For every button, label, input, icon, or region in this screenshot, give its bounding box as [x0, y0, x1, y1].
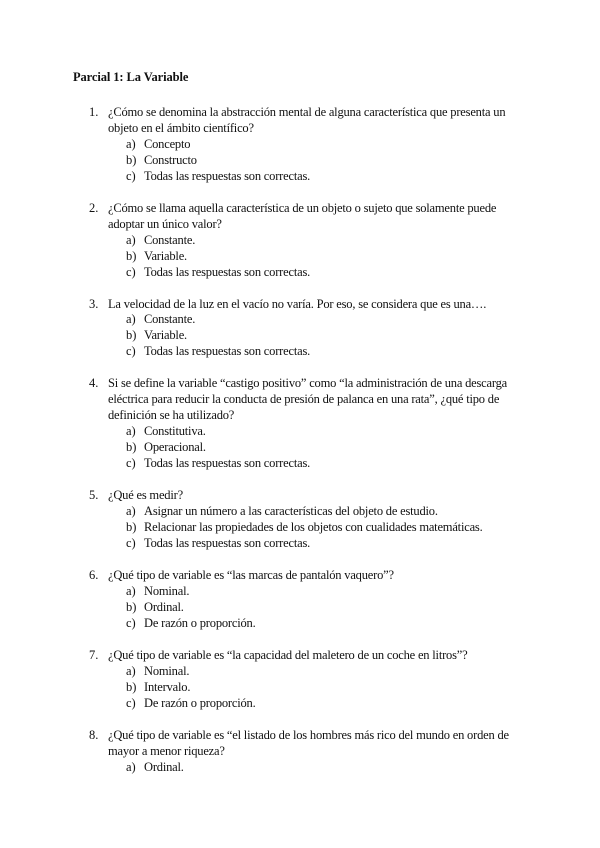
- question-number: 7.: [89, 648, 99, 662]
- option-letter: c): [126, 696, 136, 710]
- option-letter: c): [126, 344, 136, 358]
- option-item: [0, 168, 600, 184]
- option-item: [0, 264, 600, 280]
- option-item: [0, 599, 600, 615]
- option-item: [0, 136, 600, 152]
- option-item: [0, 311, 600, 327]
- option-letter: b): [126, 328, 137, 342]
- option-item: [0, 519, 600, 535]
- option-letter: a): [126, 312, 136, 326]
- question-text: ¿Cómo se llama aquella característica de un objeto o sujeto que solamente puede adoptar un único valor?: [108, 201, 497, 231]
- option-item: [0, 583, 600, 599]
- option-item: [0, 663, 600, 679]
- option-text: De razón o proporción.: [144, 696, 256, 710]
- option-item: [0, 615, 600, 631]
- option-text: Operacional.: [144, 440, 206, 454]
- option-item: [0, 695, 600, 711]
- question-text: Si se define la variable “castigo positivo” como “la administración de una descarga eléctrica para reducir la conducta de presión de palanca en una rata”, ¿qué tipo de definición se ha utilizado?: [108, 376, 507, 422]
- option-letter: a): [126, 760, 136, 774]
- option-letter: c): [126, 456, 136, 470]
- option-text: Variable.: [144, 328, 187, 342]
- option-text: Todas las respuestas son correctas.: [144, 456, 311, 470]
- option-letter: c): [126, 616, 136, 630]
- question-number: 8.: [89, 728, 99, 742]
- question-number: 4.: [89, 376, 99, 390]
- option-list: [0, 583, 600, 631]
- option-text: Todas las respuestas son correctas.: [144, 344, 311, 358]
- question-number: 5.: [89, 488, 99, 502]
- page-title: Parcial 1: La Variable: [73, 70, 189, 84]
- option-item: [0, 759, 600, 775]
- option-letter: b): [126, 249, 137, 263]
- option-text: Asignar un número a las características del objeto de estudio.: [144, 504, 438, 518]
- option-list: [0, 232, 600, 280]
- option-text: Intervalo.: [144, 680, 191, 694]
- option-text: Ordinal.: [144, 600, 184, 614]
- option-letter: b): [126, 440, 137, 454]
- option-letter: b): [126, 153, 137, 167]
- option-item: [0, 423, 600, 439]
- option-letter: a): [126, 424, 136, 438]
- question-text: La velocidad de la luz en el vacío no varía. Por eso, se considera que es una….: [108, 297, 487, 311]
- option-text: Nominal.: [144, 584, 190, 598]
- option-letter: c): [126, 169, 136, 183]
- option-list: [0, 759, 600, 775]
- option-item: [0, 679, 600, 695]
- option-text: Constante.: [144, 312, 196, 326]
- option-list: [0, 503, 600, 551]
- option-letter: a): [126, 584, 136, 598]
- option-list: [0, 663, 600, 711]
- option-letter: a): [126, 137, 136, 151]
- question-number: 2.: [89, 201, 99, 215]
- option-list: [0, 311, 600, 359]
- question-number: 6.: [89, 568, 99, 582]
- question-number: 1.: [89, 105, 99, 119]
- option-item: [0, 152, 600, 168]
- option-text: Todas las respuestas son correctas.: [144, 265, 311, 279]
- question-text: ¿Qué tipo de variable es “las marcas de pantalón vaquero”?: [108, 568, 394, 582]
- option-letter: c): [126, 536, 136, 550]
- option-item: [0, 455, 600, 471]
- option-text: Nominal.: [144, 664, 190, 678]
- option-text: De razón o proporción.: [144, 616, 256, 630]
- option-item: [0, 232, 600, 248]
- option-text: Ordinal.: [144, 760, 184, 774]
- option-item: [0, 503, 600, 519]
- option-letter: a): [126, 504, 136, 518]
- option-text: Relacionar las propiedades de los objetos con cualidades matemáticas.: [144, 520, 483, 534]
- option-text: Constitutiva.: [144, 424, 206, 438]
- option-list: [0, 423, 600, 471]
- option-letter: b): [126, 600, 137, 614]
- option-list: [0, 136, 600, 184]
- option-item: [0, 327, 600, 343]
- option-text: Todas las respuestas son correctas.: [144, 536, 311, 550]
- question-text: ¿Cómo se denomina la abstracción mental de alguna característica que presenta un objeto en el ámbito científico?: [108, 105, 506, 135]
- option-letter: b): [126, 680, 137, 694]
- option-item: [0, 248, 600, 264]
- option-text: Concepto: [144, 137, 191, 151]
- option-text: Todas las respuestas son correctas.: [144, 169, 311, 183]
- option-letter: b): [126, 520, 137, 534]
- option-item: [0, 535, 600, 551]
- option-letter: a): [126, 233, 136, 247]
- question-number: 3.: [89, 297, 99, 311]
- question-text: ¿Qué tipo de variable es “la capacidad del maletero de un coche en litros”?: [108, 648, 468, 662]
- option-item: [0, 439, 600, 455]
- option-text: Constante.: [144, 233, 196, 247]
- option-letter: a): [126, 664, 136, 678]
- question-text: ¿Qué tipo de variable es “el listado de los hombres más rico del mundo en orden de mayor a menor riqueza?: [108, 728, 509, 758]
- option-text: Variable.: [144, 249, 187, 263]
- option-item: [0, 343, 600, 359]
- question-text: ¿Qué es medir?: [108, 488, 183, 502]
- option-text: Constructo: [144, 153, 197, 167]
- option-letter: c): [126, 265, 136, 279]
